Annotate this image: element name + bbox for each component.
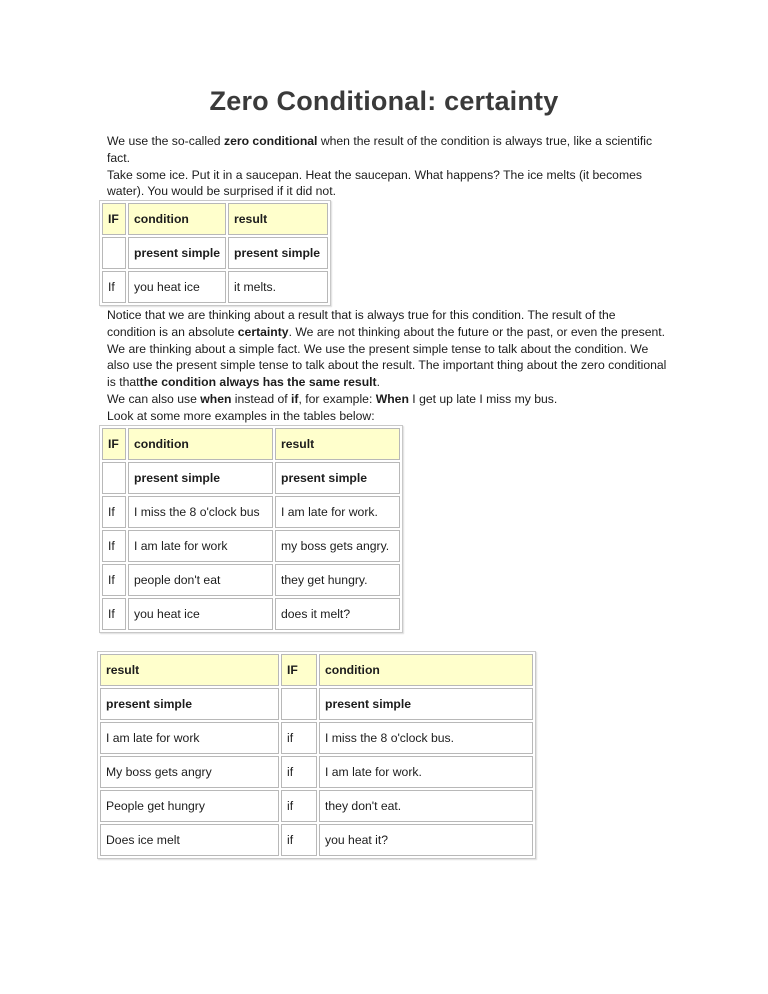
intro-text: We use the so-called: [107, 134, 224, 148]
header-cell: IF: [102, 428, 126, 460]
notice-text: .: [376, 375, 380, 390]
table-cell: If: [102, 271, 126, 303]
table-cell: my boss gets angry.: [275, 530, 400, 562]
table-subheader-row: [100, 688, 533, 720]
notice-bold-phrase: the condition always has the same result: [139, 375, 377, 390]
notice-paragraph: [107, 307, 667, 425]
table-cell: My boss gets angry: [100, 756, 279, 788]
table-cell: I am late for work: [100, 722, 279, 754]
intro-paragraph: [107, 133, 667, 200]
table-cell: they don't eat.: [319, 790, 533, 822]
table-cell: I miss the 8 o'clock bus.: [319, 722, 533, 754]
table-cell: you heat ice: [128, 271, 226, 303]
look-text: Look at some more examples in the tables below:: [107, 408, 375, 423]
table-header-row: [102, 428, 400, 460]
when-text: instead of: [231, 391, 292, 406]
subheader-cell: present simple: [228, 237, 328, 269]
table-cell: I am late for work: [128, 530, 273, 562]
table-cell: it melts.: [228, 271, 328, 303]
header-cell: result: [100, 654, 279, 686]
header-cell: result: [228, 203, 328, 235]
table-cell: I miss the 8 o'clock bus: [128, 496, 273, 528]
page-title: Zero Conditional: certainty: [209, 86, 559, 116]
table-row: [100, 722, 533, 754]
intro-text: when the result of the condition is always true, like a scientific fact.: [107, 134, 653, 165]
table-cell: I am late for work.: [275, 496, 400, 528]
intro-bold-term: zero conditional: [223, 134, 318, 148]
when-example-bold: When: [375, 391, 409, 406]
when-text: I get up late I miss my bus.: [408, 391, 558, 406]
table-cell: you heat ice: [128, 598, 273, 630]
table-cell: does it melt?: [275, 598, 400, 630]
when-text: , for example:: [298, 391, 376, 406]
table-row: [102, 598, 400, 630]
header-cell: IF: [281, 654, 317, 686]
table-result-if-condition: [97, 651, 536, 859]
subheader-cell: present simple: [100, 688, 279, 720]
table-subheader-row: [102, 462, 400, 494]
table-header-row: [100, 654, 533, 686]
table-cell: if: [281, 790, 317, 822]
subheader-cell: present simple: [319, 688, 533, 720]
subheader-cell: present simple: [128, 462, 273, 494]
table-cell: People get hungry: [100, 790, 279, 822]
table-row: [102, 564, 400, 596]
header-cell: condition: [319, 654, 533, 686]
when-bold: when: [200, 391, 232, 406]
table-cell: If: [102, 564, 126, 596]
table-row: [102, 496, 400, 528]
table-cell: Does ice melt: [100, 824, 279, 856]
subheader-cell: present simple: [275, 462, 400, 494]
intro-example: Take some ice. Put it in a saucepan. Heat the saucepan. What happens? The ice melts (it becomes water). You would be surprised if it did not.: [107, 167, 642, 199]
table-row: [100, 824, 533, 856]
subheader-cell: present simple: [128, 237, 226, 269]
table-row: [102, 530, 400, 562]
table-cell: if: [281, 722, 317, 754]
table-header-row: [102, 203, 328, 235]
when-text: We can also use: [107, 391, 201, 406]
table-cell: If: [102, 496, 126, 528]
table-cell: if: [281, 824, 317, 856]
header-cell: condition: [128, 428, 273, 460]
table-subheader-row: [102, 237, 328, 269]
table-cell: If: [102, 530, 126, 562]
subheader-cell: [102, 462, 126, 494]
table-zero-conditional-basic: [99, 200, 331, 306]
header-cell: condition: [128, 203, 226, 235]
table-row: [102, 271, 328, 303]
table-cell: if: [281, 756, 317, 788]
subheader-cell: [102, 237, 126, 269]
notice-text: Notice that we are thinking about a result that is always true for this condition. The result of the condition is an absolute: [107, 308, 616, 339]
table-row: [100, 790, 533, 822]
if-bold: if: [291, 391, 299, 406]
table-if-condition-result: [99, 425, 403, 633]
table-row: [100, 756, 533, 788]
notice-text: . We are not thinking about the future or the past, or even the present. We are thinking about a simple fact. We use the present simple tense to talk about the condition. We also use the present simple tense to talk about the result. The important thing about the zero conditional is that: [107, 324, 667, 390]
table-cell: If: [102, 598, 126, 630]
subheader-cell: [281, 688, 317, 720]
table-cell: I am late for work.: [319, 756, 533, 788]
table-cell: you heat it?: [319, 824, 533, 856]
header-cell: IF: [102, 203, 126, 235]
table-cell: they get hungry.: [275, 564, 400, 596]
table-cell: people don't eat: [128, 564, 273, 596]
header-cell: result: [275, 428, 400, 460]
notice-bold-term: certainty: [237, 324, 289, 339]
